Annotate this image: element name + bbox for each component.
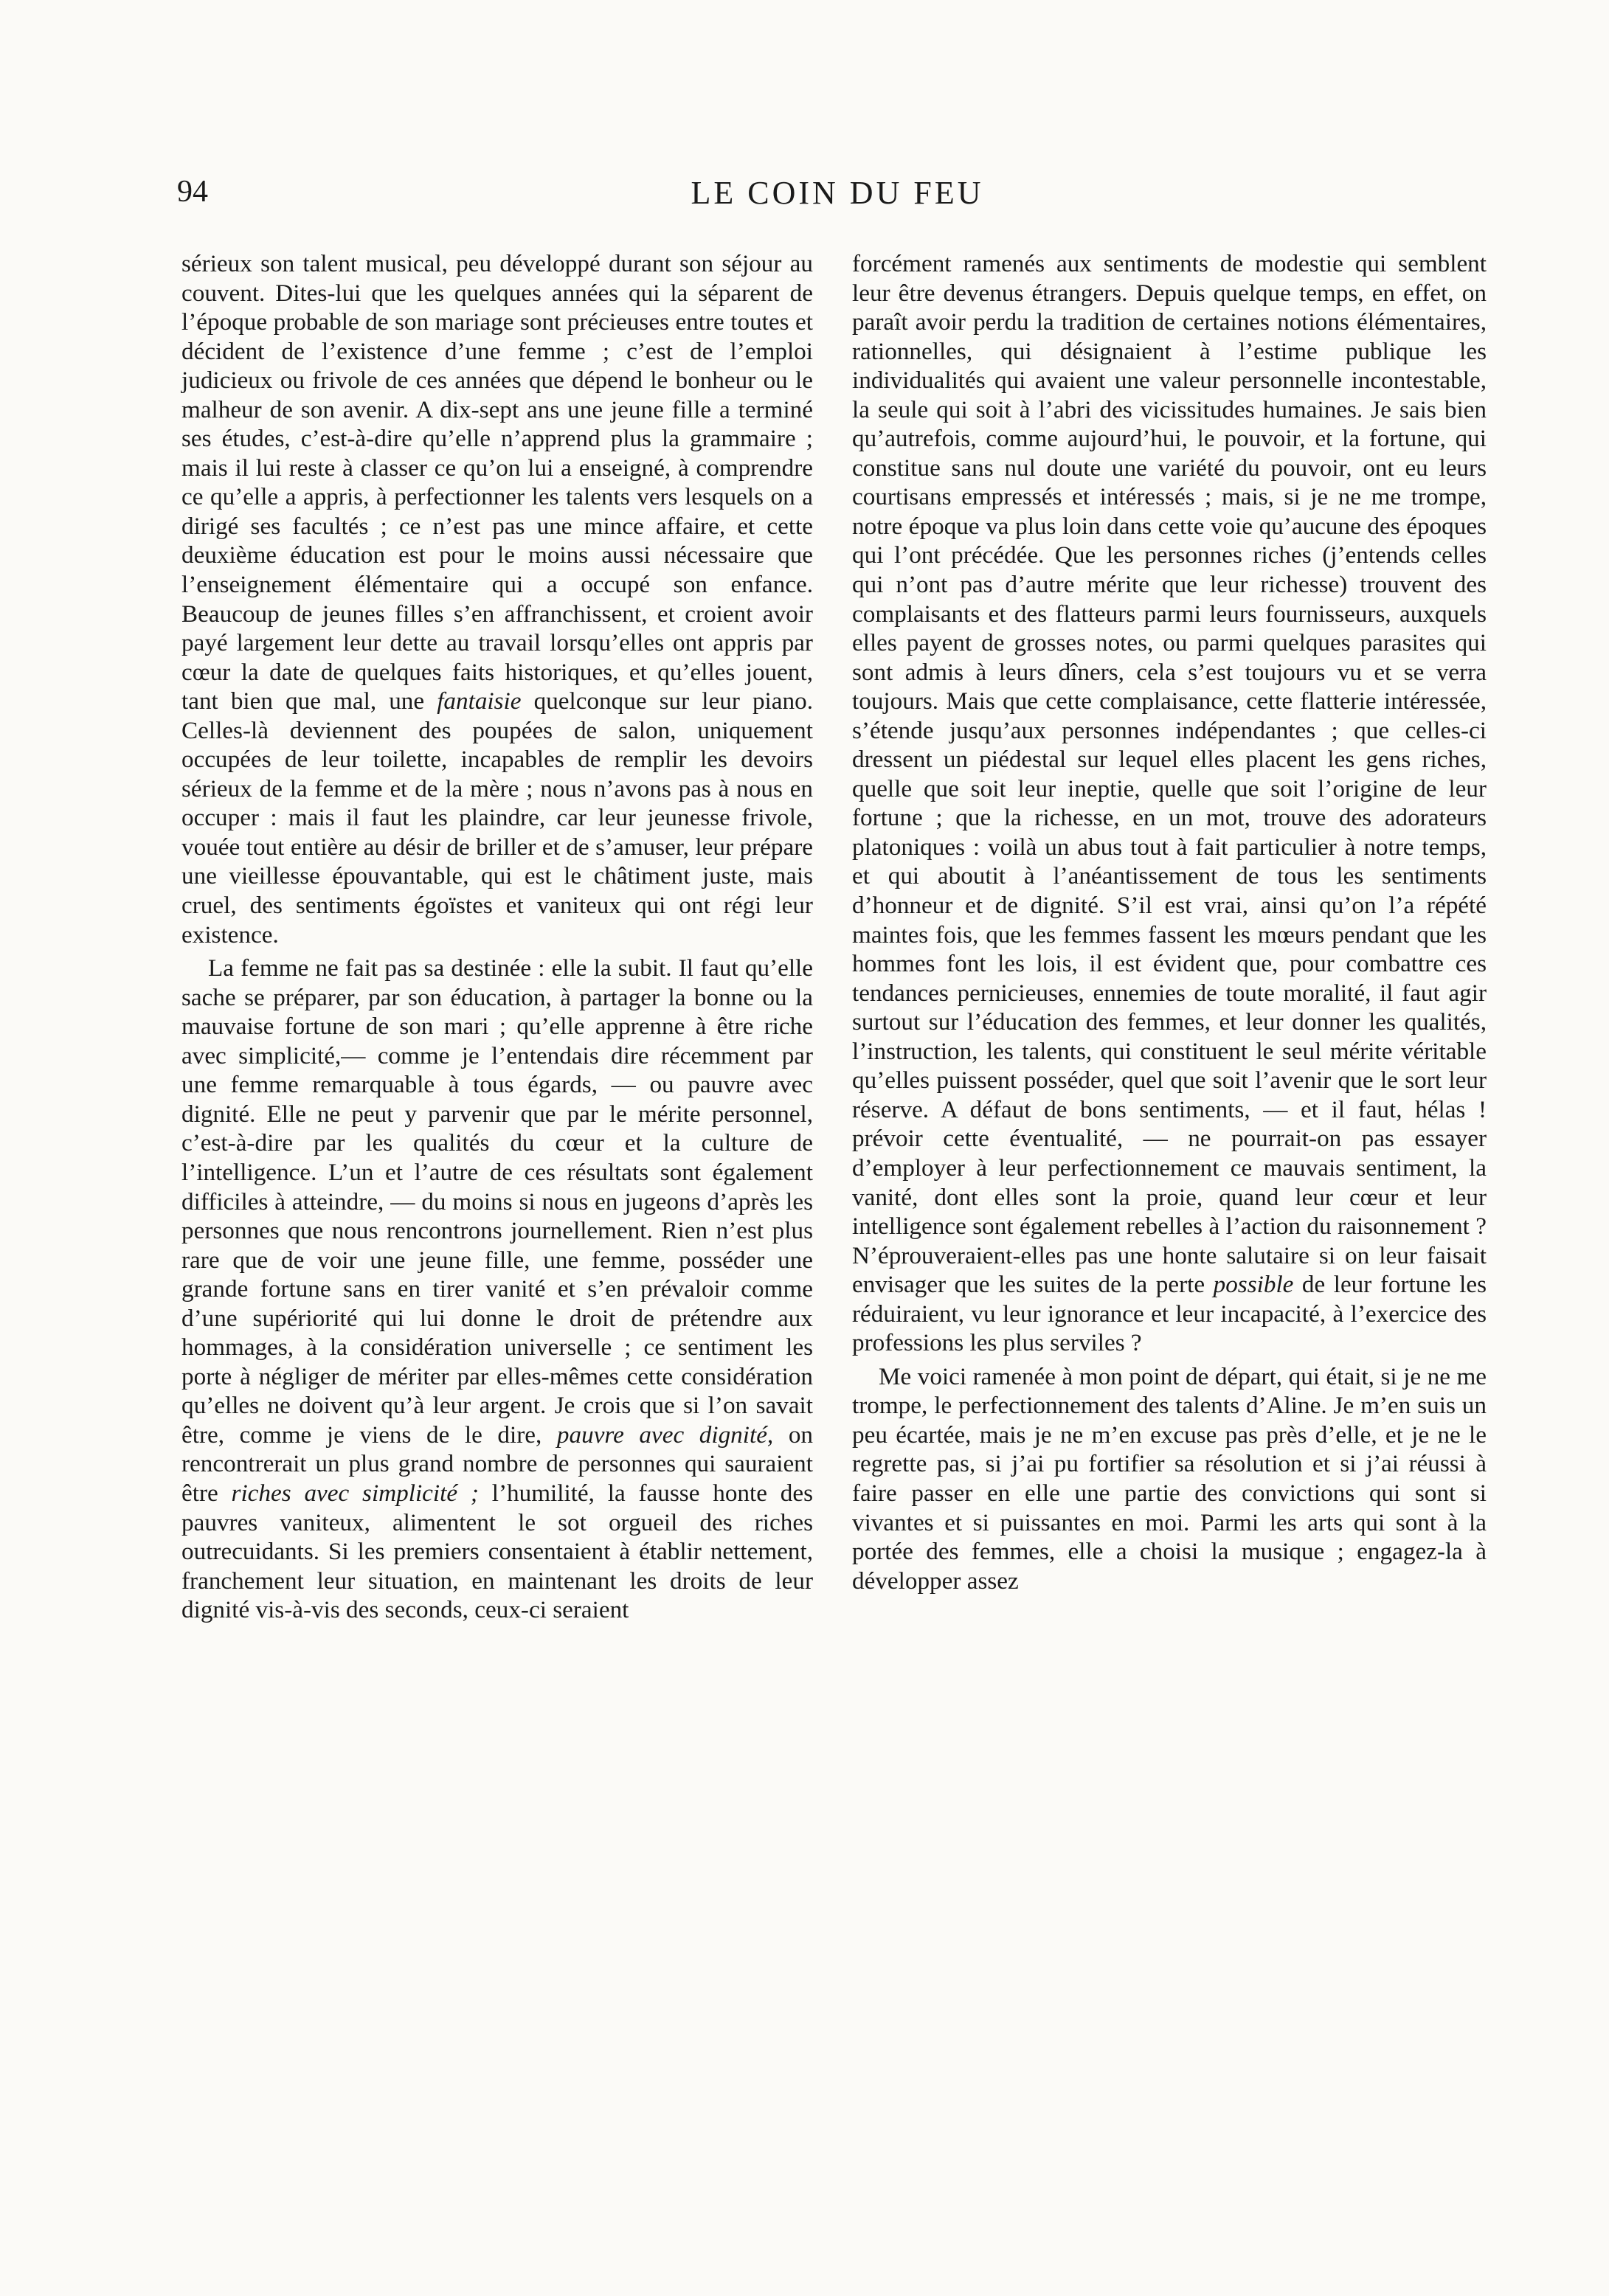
left-p2-text-a: La femme ne fait pas sa destinée : elle la subit. Il faut qu’elle sache se préparer, par son éducation, à partager la bonne ou la mauvaise fortune de son mari ; qu’elle apprenne à être riche avec simplicité,— comme je l’entendais dire récemment par une femme remarquable à tous égards, — ou pauvre avec dignité. Elle ne peut y parvenir que par le mérite personnel, c’est-à-dire par les qualités du cœur et la culture de l’intelligence. L’un et l’autre de ces résultats sont également difficiles à atteindre, — du moins si nous en jugeons d’après les personnes que nous rencontrons journellement. Rien n’est plus rare que de voir une jeune fille, une femme, posséder une grande fortune sans en tirer vanité et s’en prévaloir comme d’une supériorité qui lui donne le droit de prétendre aux hommages, à la considération universelle ; ce sentiment les porte à négliger de mériter par elles-mêmes cette considération qu’elles ne doivent qu’à leur argent. Je crois que si l’on savait être, comme je viens de le dire, <box>181 954 813 1449</box>
left-p2-italic-1: pauvre avec dignité, <box>556 1421 774 1449</box>
left-column <box>181 249 813 1625</box>
left-p2-italic-2: riches avec simplicité ; <box>231 1479 479 1507</box>
left-p1-italic: fantaisie <box>437 687 522 715</box>
right-paragraph-2 <box>852 1362 1487 1595</box>
journal-title: LE COIN DU FEU <box>691 175 984 211</box>
left-paragraph-1 <box>181 249 813 949</box>
left-p2-text-b: on rencontrerait un plus grand nombre de personnes qui sauraient être <box>181 1421 813 1507</box>
left-p1-text-b: quelconque sur leur piano. Celles-là deviennent des poupées de salon, uniquement occupées de leur toilette, incapables de remplir les devoirs sérieux de la femme et de la mère ; nous n’avons pas à nous en occuper : mais il faut les plaindre, car leur jeunesse frivole, vouée tout entière au désir de briller et de s’amuser, leur prépare une vieillesse épouvantable, qui est le châtiment juste, mais cruel, des sentiments égoïstes et vaniteux qui ont régi leur existence. <box>181 687 813 948</box>
right-column <box>852 249 1487 1595</box>
right-p1-italic: possible <box>1213 1271 1294 1299</box>
page-number: 94 <box>177 175 208 209</box>
left-p2-text-c: l’humilité, la fausse honte des pauvres vaniteux, alimentent le sot orgueil des riches outrecuidants. Si les premiers consentaient à établir nettement, franchement leur situation, en maintenant les droits de leur dignité vis-à-vis des seconds, ceux-ci seraient <box>181 1479 814 1624</box>
left-paragraph-2 <box>181 954 813 1625</box>
running-head <box>177 174 1498 218</box>
left-p1-text-a: sérieux son talent musical, peu développé durant son séjour au couvent. Dites-lui que les quelques années qui la séparent de l’époque probable de son mariage sont précieuses entre toutes et décident de l’existence d’une femme ; c’est de l’emploi judicieux ou frivole de ces années que dépend le bonheur ou le malheur de son avenir. A dix-sept ans une jeune fille a terminé ses études, c’est-à-dire qu’elle n’apprend plus la grammaire ; mais il lui reste à classer ce qu’on lui a enseigné, à comprendre ce qu’elle a appris, à perfectionner les talents vers lesquels on a dirigé ses facultés ; ce n’est pas une mince affaire, et cette deuxième éducation est pour le moins aussi nécessaire que l’enseignement élémentaire qui a occupé son enfance. Beaucoup de jeunes filles s’en affranchissent, et croient avoir payé largement leur dette au travail lorsqu’elles ont appris par cœur la date de quelques faits historiques, et qu’elles jouent, tant bien que mal, une <box>181 250 813 715</box>
right-p2-text: Me voici ramenée à mon point de départ, qui était, si je ne me trompe, le perfectionnement des talents d’Aline. Je m’en suis un peu écartée, mais je ne m’en excuse pas près d’elle, et je ne le regrette pas, si j’ai pu fortifier sa résolution et si j’ai réussi à faire passer en elle une partie des convictions qui sont si vivantes et si puissantes en moi. Parmi les arts qui sont à la portée des femmes, elle a choisi la musique ; engagez-la à développer assez <box>852 1362 1487 1595</box>
right-paragraph-1 <box>852 249 1487 1358</box>
right-p1-text-b: de leur fortune les réduiraient, vu leur ignorance et leur incapacité, à l’exercice des professions les plus serviles ? <box>852 1271 1487 1357</box>
right-p1-text-a: forcément ramenés aux sentiments de modestie qui semblent leur être devenus étrangers. Depuis quelque temps, en effet, on paraît avoir perdu la tradition de certaines notions élémentaires, rationnelles, qui désignaient à l’estime publique les individualités qui avaient une valeur personnelle incontestable, la seule qui soit à l’abri des vicissitudes humaines. Je sais bien qu’autrefois, comme aujourd’hui, le pouvoir, et la fortune, qui constitue sans nul doute une variété du pouvoir, ont eu leurs courtisans empressés et intéressés ; mais, si je ne me trompe, notre époque va plus loin dans cette voie qu’aucune des époques qui l’ont précédée. Que les personnes riches (j’entends celles qui n’ont pas d’autre mérite que leur richesse) trouvent des complaisants et des flatteurs parmi leurs fournisseurs, auxquels elles payent de grosses notes, ou parmi quelques parasites qui sont admis à leurs dîners, cela s’est toujours vu et se verra toujours. Mais que cette complaisance, cette flatterie intéressée, s’étende jusqu’aux personnes indépendantes ; que celles-ci dressent un piédestal sur lequel elles placent les gens riches, quelle que soit leur ineptie, quelle que soit l’origine de leur fortune ; que la richesse, en un mot, trouve des adorateurs platoniques : voilà un abus tout à fait particulier à notre temps, et qui aboutit à l’anéantissement de tous les sentiments d’honneur et de dignité. S’il est vrai, ainsi qu’on l’a répété maintes fois, que les femmes fassent les mœurs pendant que les hommes font les lois, il est évident que, pour combattre ces tendances pernicieuses, ennemies de toute moralité, il faut agir surtout sur l’éducation des femmes, et leur donner les qualités, l’instruction, les talents, qui constituent le seul mérite véritable qu’elles puissent posséder, quel que soit l’avenir que le sort leur réserve. A défaut de bons sentiments, — et il faut, hélas ! prévoir cette éventualité, — ne pourrait-on pas essayer d’employer à leur perfectionnement ce mauvais sentiment, la vanité, dont elles sont la proie, quand leur cœur et leur intelligence sont également rebelles à l’action du raisonnement ? N’éprouveraient-elles pas une honte salutaire si on leur faisait envisager que les suites de la perte <box>852 250 1487 1299</box>
